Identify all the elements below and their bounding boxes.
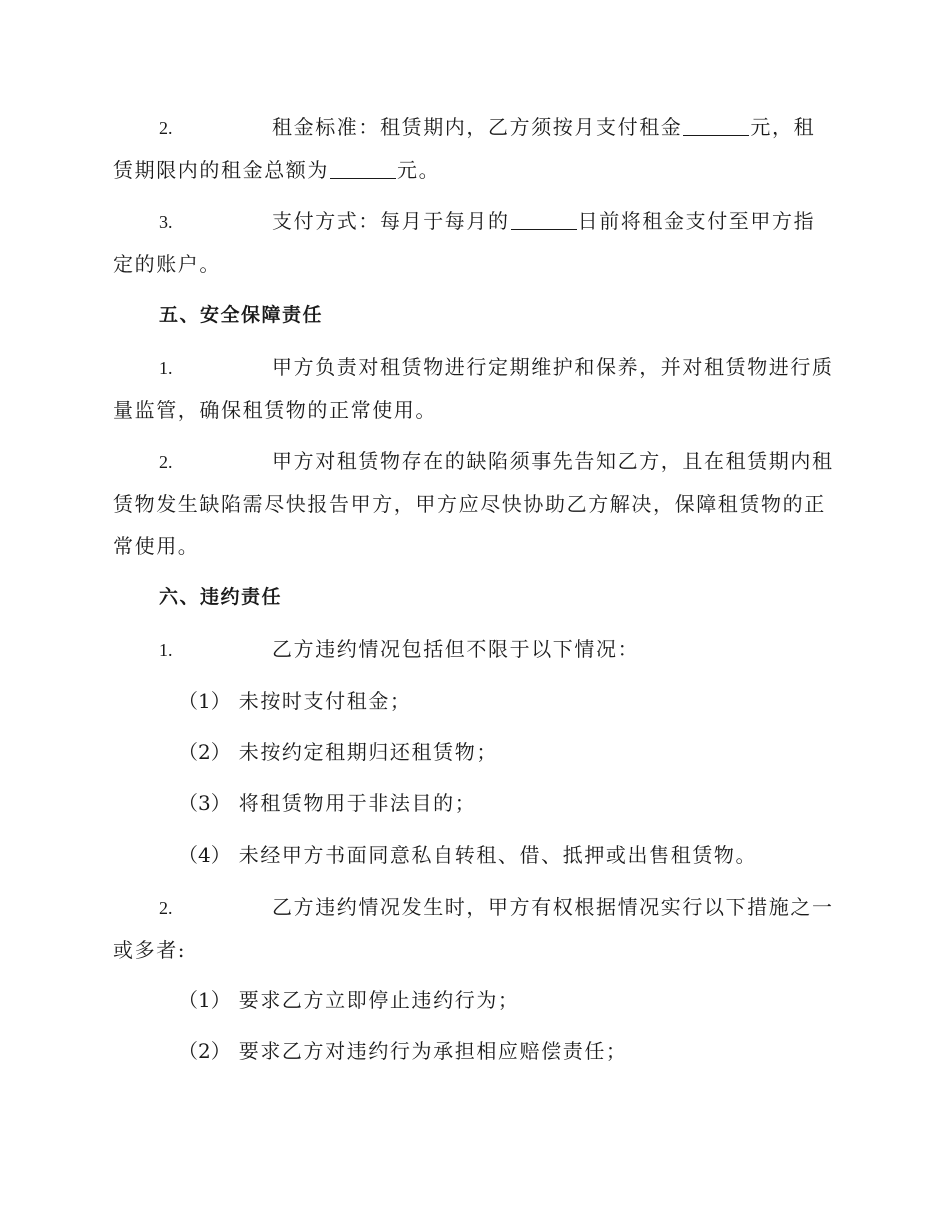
- sub-item-label: （4）: [178, 843, 231, 867]
- rent-standard-text-c: 元。: [397, 158, 441, 182]
- breach-item-2: [113, 886, 835, 971]
- item-number: 1.: [159, 358, 173, 378]
- breach-item-2-text: 乙方违约情况发生时，甲方有权根据情况实行以下措施之一或多者:: [113, 895, 834, 962]
- breach-item-1-text: 乙方违约情况包括但不限于以下情况：: [272, 637, 640, 661]
- section-heading-safety: 五、安全保障责任: [159, 304, 324, 326]
- payment-method-text-a: 支付方式：每月于每月的: [272, 209, 510, 233]
- breach-sub-item: [178, 731, 498, 773]
- section-heading-breach: 六、违约责任: [159, 586, 283, 608]
- sub-item-text: 未按时支付租金；: [238, 689, 412, 713]
- breach-item-1: [113, 628, 835, 671]
- breach-sub-item: [178, 680, 412, 722]
- rent-standard-text-a: 租金标准：租赁期内，乙方须按月支付租金: [272, 115, 683, 139]
- sub-item-label: （2）: [178, 740, 231, 764]
- sub-item-text: 要求乙方对违约行为承担相应赔偿责任；: [238, 1039, 628, 1063]
- payment-day-blank[interactable]: [511, 207, 577, 230]
- payment-method-text-b: 日前将租金支付至甲方指定的账户。: [113, 209, 816, 276]
- rent-standard-paragraph: [113, 106, 835, 191]
- item-number: 2.: [159, 452, 173, 472]
- remedy-sub-item: [178, 1030, 628, 1072]
- safety-item-1: [113, 346, 835, 431]
- payment-method-paragraph: [113, 200, 835, 285]
- safety-item-1-text: 甲方负责对租赁物进行定期维护和保养，并对租赁物进行质量监管，确保租赁物的正常使用。: [113, 355, 834, 422]
- sub-item-text: 要求乙方立即停止违约行为；: [238, 988, 520, 1012]
- breach-sub-item: [178, 834, 757, 876]
- item-number: 3.: [159, 212, 173, 232]
- monthly-rent-blank[interactable]: [683, 113, 749, 136]
- safety-item-2: [113, 440, 835, 567]
- item-number: 1.: [159, 640, 173, 660]
- safety-item-2-text: 甲方对租赁物存在的缺陷须事先告知乙方，且在租赁期内租赁物发生缺陷需尽快报告甲方，甲方应尽快协助乙方解决，保障租赁物的正常使用。: [113, 449, 834, 558]
- sub-item-text: 将租赁物用于非法目的；: [238, 791, 477, 815]
- sub-item-text: 未经甲方书面同意私自转租、借、抵押或出售租赁物。: [238, 843, 758, 867]
- sub-item-label: （2）: [178, 1039, 231, 1063]
- remedy-sub-item: [178, 979, 520, 1021]
- sub-item-label: （1）: [178, 988, 231, 1012]
- sub-item-label: （1）: [178, 689, 231, 713]
- sub-item-text: 未按约定租期归还租赁物；: [238, 740, 498, 764]
- item-number: 2.: [159, 118, 173, 138]
- rent-standard-text-b: 元，租赁期限内的租金总额为: [113, 115, 816, 182]
- item-number: 2.: [159, 898, 173, 918]
- sub-item-label: （3）: [178, 791, 231, 815]
- total-rent-blank[interactable]: [330, 156, 396, 179]
- breach-sub-item: [178, 782, 476, 824]
